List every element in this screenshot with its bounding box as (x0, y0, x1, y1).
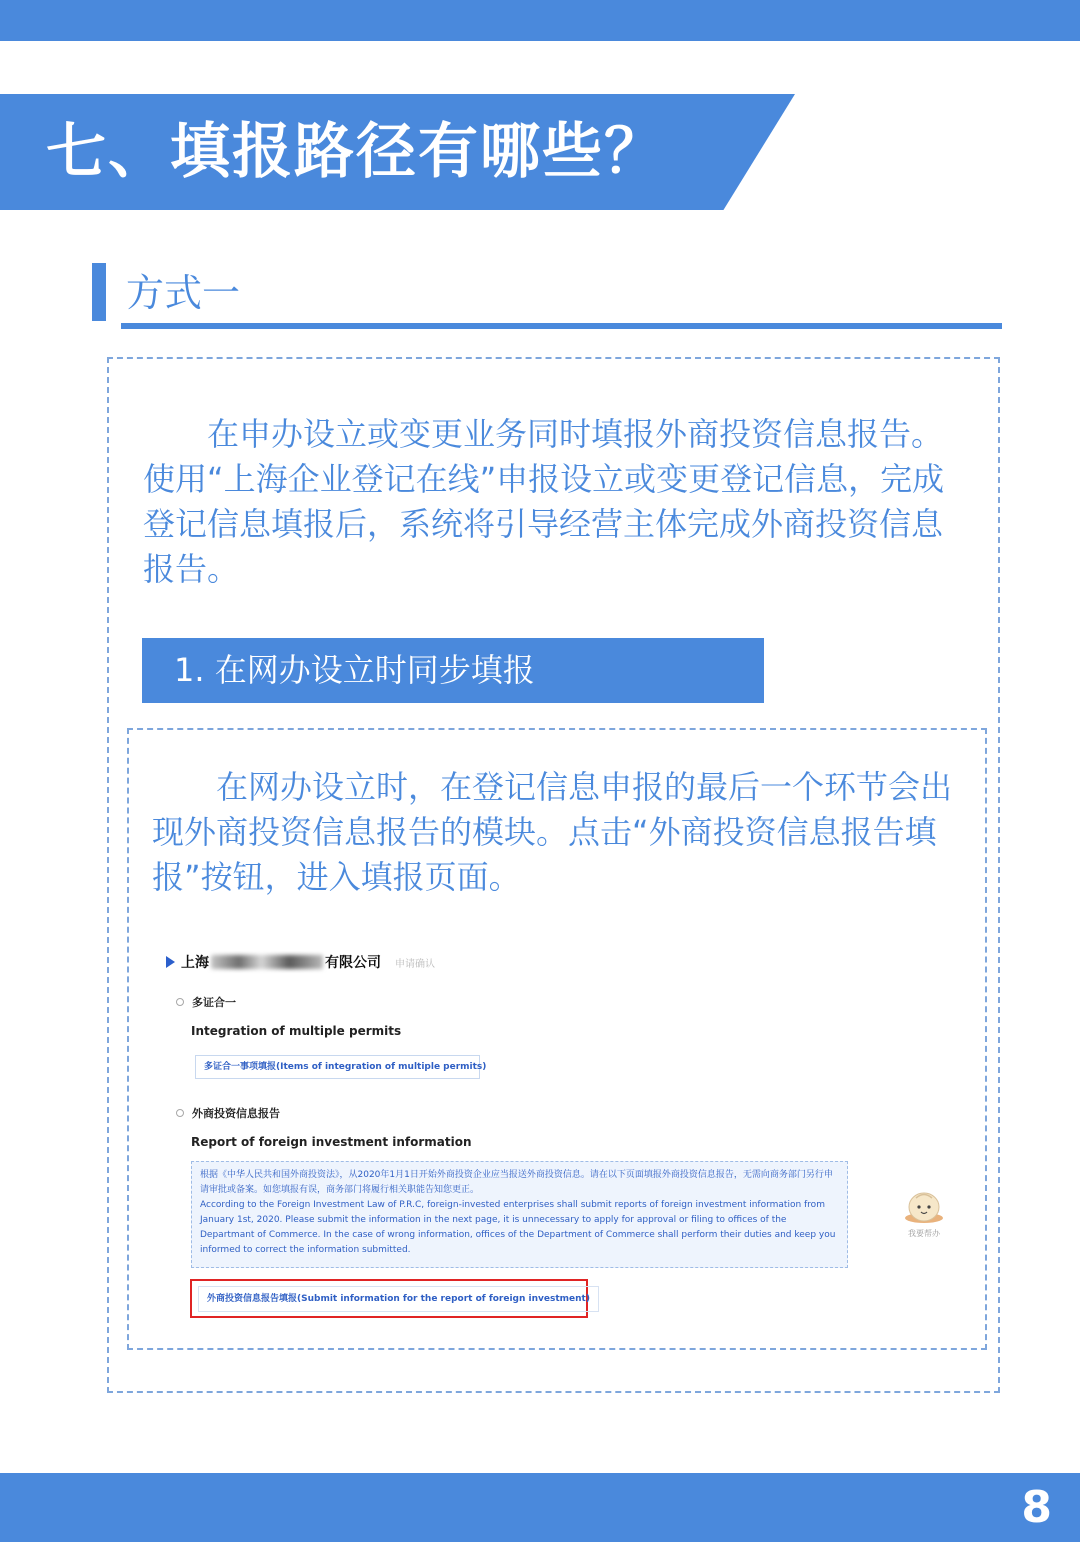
report-section-heading (176, 1104, 280, 1122)
report-button-highlight (190, 1279, 588, 1318)
method-marker (92, 263, 106, 321)
permits-fill-button[interactable]: 多证合一事项填报(Items of integration of multiple permits) (195, 1055, 480, 1079)
report-notice (191, 1161, 848, 1268)
permits-section-heading (176, 993, 236, 1011)
report-notice-en: According to the Foreign Investment Law of P.R.C, foreign-invested enterprises shall submit reports of foreign investment information from January 1st, 2020. Please submit the information in the next page, it is unnecessary to apply for approval or filing to offices of the Departmant of Commerce. In the case of wrong information, offices of the Department of Commerce shall perform their duties and keep you informed to correct the information submitted. (200, 1200, 836, 1255)
help-label: 我要帮办 (908, 1229, 940, 1238)
report-subtitle: Report of foreign investment information (191, 1135, 472, 1149)
permits-subtitle: Integration of multiple permits (191, 1024, 402, 1038)
method-title: 方式一 (126, 271, 241, 315)
mascot-icon (903, 1188, 945, 1224)
help-widget[interactable] (898, 1186, 950, 1242)
report-notice-cn: 根据《中华人民共和国外商投资法》，从2020年1月1日开始外商投资企业应当报送外商投资信息。请在以下页面填报外商投资信息报告，无需向商务部门另行申请审批或备案。如您填报有误，商务部门将履行相关职能告知您更正。 (200, 1170, 833, 1195)
method-underline (121, 323, 1002, 329)
step-description: 在网办设立时，在登记信息申报的最后一个环节会出现外商投资信息报告的模块。点击“外商投资信息报告填报”按钮，进入填报页面。 (152, 768, 953, 896)
report-title: 外商投资信息报告 (192, 1107, 280, 1120)
permits-title: 多证合一 (192, 996, 236, 1009)
top-decorative-bar (0, 0, 1080, 41)
status-tag: 申请确认 (395, 958, 435, 970)
report-fill-button[interactable]: 外商投资信息报告填报(Submit information for the report of foreign investment) (198, 1286, 599, 1312)
circle-bullet-icon (176, 998, 184, 1006)
page-number: 8 (1021, 1482, 1052, 1533)
intro-paragraph: 在申办设立或变更业务同时填报外商投资信息报告。使用“上海企业登记在线”申报设立或变更登记信息，完成登记信息填报后，系统将引导经营主体完成外商投资信息报告。 (143, 415, 945, 588)
bottom-decorative-bar (0, 1473, 1080, 1542)
company-name-prefix: 上海 (181, 955, 209, 971)
company-header (166, 950, 435, 974)
company-name-suffix: 有限公司 (325, 955, 381, 971)
redacted-company-name (211, 955, 323, 969)
circle-bullet-icon (176, 1109, 184, 1117)
step-heading: 1. 在网办设立时同步填报 (142, 638, 764, 703)
page-title: 七、填报路径有哪些？ (46, 117, 666, 187)
arrow-right-icon (166, 956, 175, 968)
